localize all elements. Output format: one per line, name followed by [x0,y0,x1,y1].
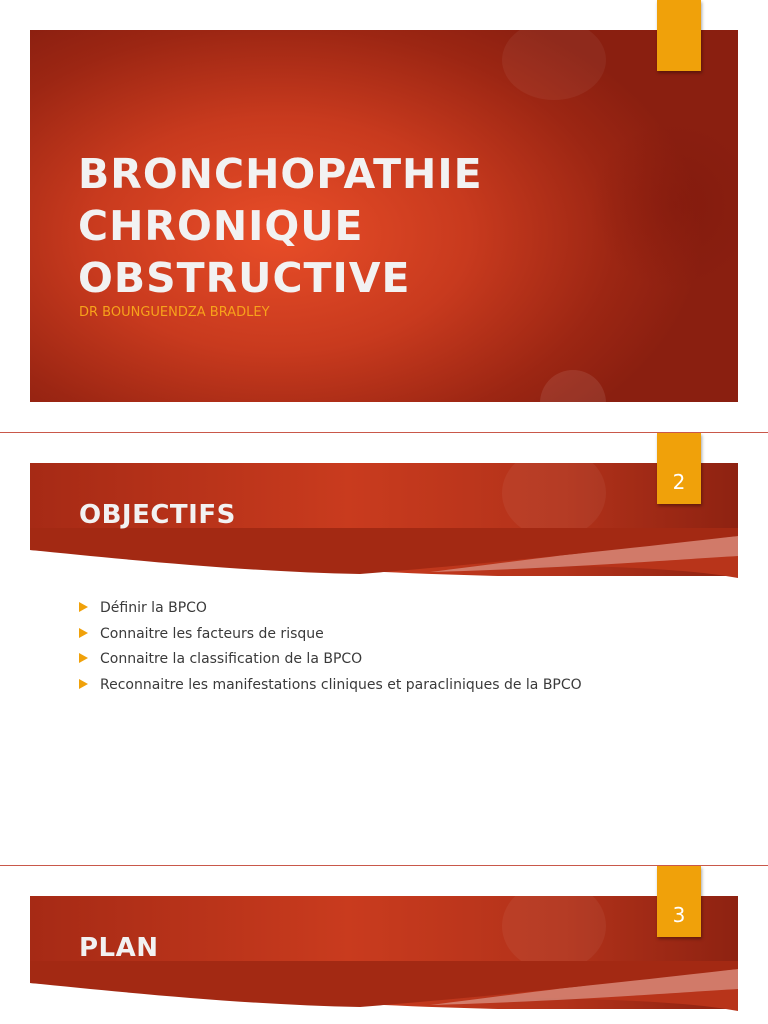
presentation-title [78,148,698,304]
list-item-text: Connaitre les facteurs de risque [100,625,324,642]
triangle-right-bullet-icon [79,628,88,638]
list-item-text: Reconnaitre les manifestations cliniques et paracliniques de la BPCO [100,676,582,693]
list-item-text: Définir la BPCO [100,600,207,616]
bokeh-circle [502,896,606,971]
page-number: 2 [672,470,686,494]
title-slide[interactable] [0,0,768,432]
bokeh-circle [502,30,606,100]
list-item [78,599,582,625]
triangle-right-bullet-icon [79,679,88,689]
title-line-2: CHRONIQUE [78,202,364,250]
bokeh-circle [502,463,606,538]
page-number-tab [657,0,701,71]
header-curve [30,528,738,588]
page-number: 3 [672,903,686,927]
triangle-right-bullet-icon [79,653,88,663]
slide-title: PLAN [79,933,159,963]
slide-title: OBJECTIFS [79,500,236,530]
list-item-text: Connaitre la classification de la BPCO [100,651,363,667]
list-item [78,650,582,676]
presentation-subtitle: DR BOUNGUENDZA BRADLEY [79,305,270,320]
triangle-right-bullet-icon [79,602,88,612]
list-item [78,676,582,702]
page-number-tab [657,433,701,504]
page-number-tab [657,866,701,937]
objectifs-slide[interactable] [0,433,768,865]
bokeh-circle [540,370,606,402]
title-line-3: OBSTRUCTIVE [78,254,411,302]
plan-slide[interactable] [0,866,768,1024]
title-line-1: BRONCHOPATHIE [78,150,483,198]
header-curve [30,961,738,1021]
list-item [78,625,582,651]
objectives-list [78,599,582,701]
